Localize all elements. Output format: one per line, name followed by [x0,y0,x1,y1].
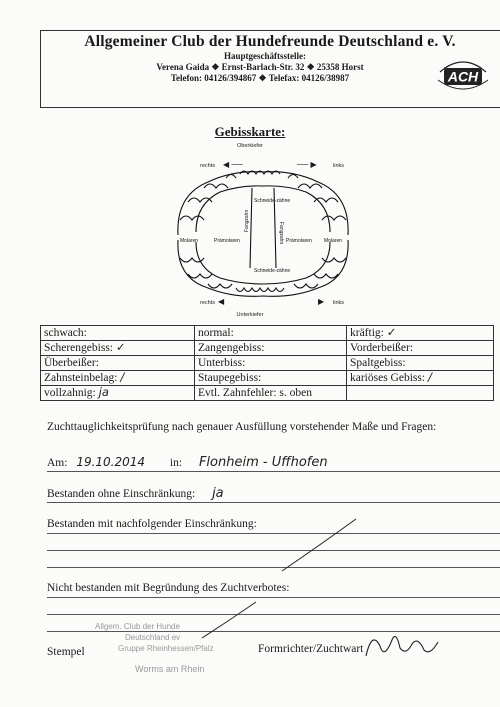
cell-label: Vorderbeißer: [350,342,414,354]
grid-cell [347,386,494,401]
arrow-left-icon: ◀ [218,297,225,306]
grid-cell [347,371,494,386]
dir-right-bottom: rechts [200,300,215,306]
arrow-left-icon: ◀ ── [223,160,243,169]
grid-cell [347,341,494,356]
passed-label: Bestanden ohne Einschränkung: [47,488,196,500]
bite-assessment-grid [40,325,494,401]
passed-row [47,486,224,501]
restricted-line-1 [47,533,500,534]
arrow-right-icon: ── ▶ [297,160,317,169]
dir-left-bottom: links [333,300,345,306]
table-row [41,386,494,401]
grid-cell [195,371,347,386]
restricted-line-2 [47,550,500,551]
judge-signature [362,626,442,666]
table-row [41,326,494,341]
cell-label: normal: [198,327,234,339]
grid-cell [347,356,494,371]
exam-intro: Zuchttauglichkeitsprüfung nach genauer Ausfüllung vorstehender Maße und Fragen: [47,421,437,433]
cell-label: vollzahnig: [44,387,96,399]
dir-left-top: links [333,163,345,169]
logo-text: ACH [447,68,479,85]
cell-mark: / [120,370,125,384]
restricted-label: Bestanden mit nachfolgender Einschränkung: [47,518,257,530]
grid-cell [41,341,195,356]
label-premolars-right: Prämolaren [286,238,312,244]
upper-jaw-label: Oberkiefer [237,143,263,149]
grid-cell [41,386,195,401]
label-canine-right: Fangzahn [278,222,284,245]
stamp-line-2: Deutschland ev [125,633,181,642]
hq-label: Hauptgeschäftsstelle: [224,51,306,61]
cell-mark: ✓ [115,340,126,354]
failed-label: Nicht bestanden mit Begründung des Zuchtverbotes: [47,582,290,594]
phone-line: Telefon: 04126/394867 ❖ Telefax: 04126/38987 [170,73,350,83]
grid-cell [41,356,195,371]
exam-date-row [47,455,328,470]
cell-label: Unterbiss: [198,357,246,369]
cell-label: Spaltgebiss: [350,357,406,369]
strike-mark [280,515,360,575]
grid-cell [195,341,347,356]
in-label: in: [169,457,183,469]
dir-right-top: rechts [200,163,215,169]
club-name: Allgemeiner Club der Hundefreunde Deutschland e. V. [84,33,456,50]
table-row [41,341,494,356]
judge-label: Formrichter/Zuchtwart [258,643,364,655]
cell-mark: ✓ [386,325,397,339]
date-underline [47,471,500,472]
restricted-line-3 [47,567,500,568]
label-canine-left: Fangzahn [244,209,250,232]
grid-cell [41,371,195,386]
dental-diagram [158,160,368,300]
am-label: Am: [47,457,68,469]
stamp-line-3: Gruppe Rheinhessen/Pfalz [118,644,214,653]
label-molars-right: Molaren [324,238,343,244]
club-logo [432,50,494,100]
form-title: Gebisskarte: [214,124,286,139]
failed-line-1 [47,597,500,598]
cell-label: Evtl. Zahnfehler: s. oben [198,387,313,399]
grid-cell [41,326,195,341]
cell-mark: ja [98,385,109,399]
grid-cell [195,326,347,341]
label-incisors-bottom: Schneide-zähne [254,268,291,274]
cell-label: Zangengebiss: [198,342,265,354]
cell-label: schwach: [44,327,87,339]
grid-cell [347,326,494,341]
table-row [41,356,494,371]
passed-underline [47,502,500,503]
address-line: Verena Gaida ❖ Ernst-Barlach-Str. 32 ❖ 25358 Horst [156,62,364,72]
stamp-label: Stempel [47,646,85,658]
lower-jaw-label: Unterkiefer [236,312,264,318]
cell-label: Scherengebiss: [44,342,113,354]
label-molars-left: Molaren [180,238,199,244]
strike-mark [200,600,260,640]
label-premolars-left: Prämolaren [214,238,240,244]
cell-label: Überbeißer: [44,357,99,369]
stamp-line-1: Allgem. Club der Hunde [95,622,180,631]
grid-cell [195,356,347,371]
cell-label: Zahnsteinbelag: [44,372,118,384]
cell-mark: / [427,370,432,384]
place-value: Flonheim - Uffhofen [198,455,328,470]
passed-value: ja [212,486,224,501]
cell-label: kräftig: [350,327,384,339]
table-row [41,371,494,386]
failed-line-2 [47,614,500,615]
label-incisors-top: Schneide-zähne [254,198,291,204]
date-value: 19.10.2014 [76,455,146,469]
arrow-right-icon: ▶ [318,297,325,306]
cell-label: kariöses Gebiss: [350,372,426,384]
stamp-line-4: Worms am Rhein [135,664,205,674]
cell-label: Staupegebiss: [198,372,262,384]
grid-cell [195,386,347,401]
